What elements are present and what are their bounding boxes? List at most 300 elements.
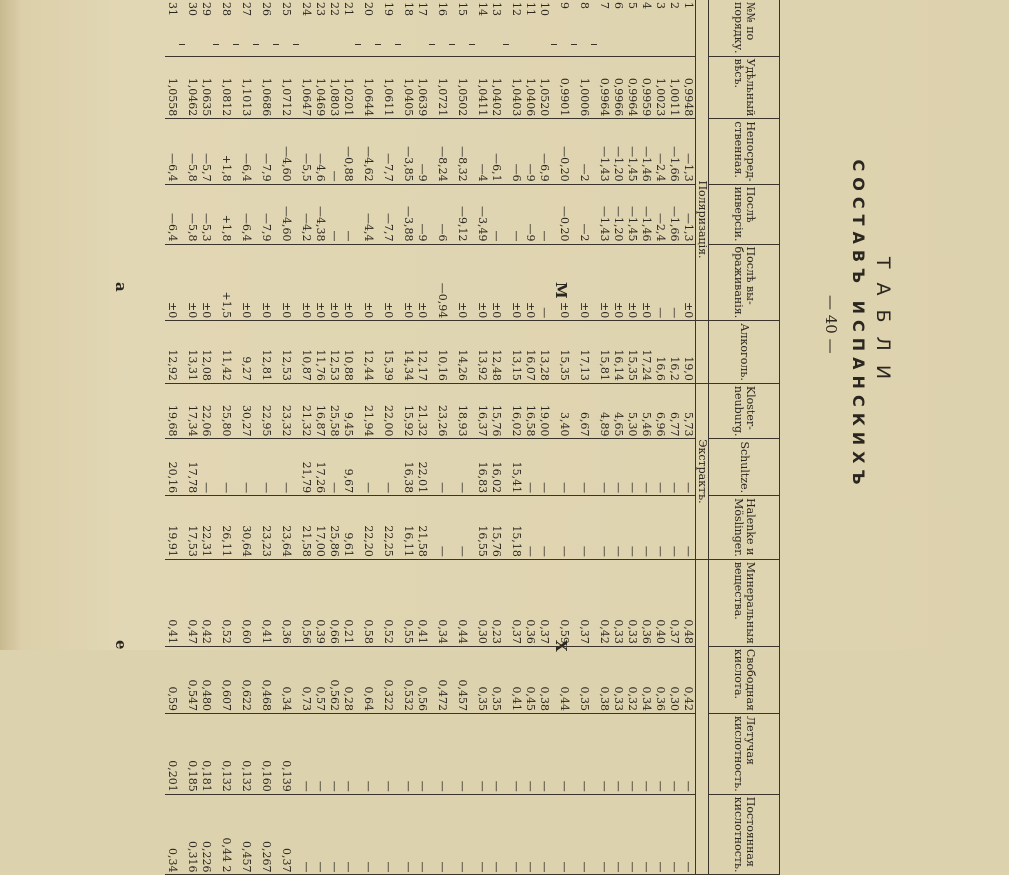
cell-min: 0,44 xyxy=(456,559,470,646)
cell-sc: 9,67 xyxy=(342,439,356,496)
cell-n: 2 xyxy=(668,0,682,56)
cell-n: 22 xyxy=(328,0,342,56)
cell-min: 0,41 xyxy=(260,559,274,646)
cell-va: — xyxy=(510,713,524,794)
cell-pi: —7,7 xyxy=(382,184,396,244)
cell-kl: 22,06 xyxy=(200,383,214,439)
cell-pd: —4,60 xyxy=(280,119,294,184)
cell-n: 1 xyxy=(682,0,696,56)
cell-fa: 0,32 xyxy=(626,646,640,713)
cell-min: 0,36 xyxy=(640,559,654,646)
cell-alc: 12,08 xyxy=(200,321,214,384)
cell-alc: 11,42 xyxy=(220,321,234,384)
cell-sw: 1,0520 xyxy=(538,56,552,119)
cell-sc: 15,41 xyxy=(510,439,524,496)
cell-fa: 0,30 xyxy=(668,646,682,713)
cell-sw: 1,0402 xyxy=(490,56,504,119)
cell-pi: —1,66 xyxy=(668,184,682,244)
table-row xyxy=(612,0,626,875)
header-polarization-group: Поляризація. xyxy=(696,119,709,321)
row-gap xyxy=(430,0,436,875)
cell-va: — xyxy=(558,713,572,794)
row-gap xyxy=(274,0,280,875)
cell-sc: 22,01 xyxy=(416,439,430,496)
cell-va: 0,139 xyxy=(280,713,294,794)
cell-sw: 1,0502 xyxy=(456,56,470,119)
cell-va: 0,160 xyxy=(260,713,274,794)
cell-sc: 20,16 xyxy=(166,439,180,496)
cell-va: — xyxy=(314,713,328,794)
header-extract-group: Экстрактъ. xyxy=(696,383,709,559)
table-row xyxy=(260,0,274,875)
table-row xyxy=(490,0,504,875)
cell-sw: 1,0405 xyxy=(402,56,416,119)
cell-sw: 1,0803 xyxy=(328,56,342,119)
side-letter-4: а xyxy=(112,282,130,292)
cell-sc: 16,38 xyxy=(402,439,416,496)
cell-pd: —4 xyxy=(476,119,490,184)
cell-pd: —2,4 xyxy=(654,119,668,184)
cell-hm: — xyxy=(654,496,668,560)
cell-hm: 17,00 xyxy=(314,496,328,560)
table-row xyxy=(510,0,524,875)
cell-n: 26 xyxy=(260,0,274,56)
cell-kl: 17,34 xyxy=(186,383,200,439)
cell-va: — xyxy=(682,713,696,794)
table-row xyxy=(456,0,470,875)
cell-pi: — xyxy=(510,184,524,244)
cell-fx: — xyxy=(524,794,538,875)
cell-hm: 22,31 xyxy=(200,496,214,560)
cell-fa: 0,56 xyxy=(416,646,430,713)
cell-sc: — xyxy=(654,439,668,496)
cell-min: 0,23 xyxy=(490,559,504,646)
cell-min: 0,41 xyxy=(416,559,430,646)
cell-kl: 3,40 xyxy=(558,383,572,439)
cell-fx: — xyxy=(578,794,592,875)
cell-pd: —1,3 xyxy=(682,119,696,184)
header-volatile-acid: Летучая кислотность. xyxy=(709,713,780,794)
cell-sw: 1,1013 xyxy=(240,56,254,119)
cell-pi: — xyxy=(490,184,504,244)
cell-n: 30 xyxy=(186,0,200,56)
cell-kl: 22,00 xyxy=(382,383,396,439)
row-gap xyxy=(294,0,300,875)
cell-sc: — xyxy=(626,439,640,496)
cell-pf: — xyxy=(538,244,552,321)
cell-pi: —6,4 xyxy=(240,184,254,244)
cell-sc: — xyxy=(220,439,234,496)
cell-va: — xyxy=(342,713,356,794)
cell-fx: — xyxy=(626,794,640,875)
header-pol-fermentation: Послѣ вы-браживанія. xyxy=(709,244,780,321)
cell-min: 0,41 xyxy=(166,559,180,646)
table-row xyxy=(682,0,696,875)
cell-alc: 15,39 xyxy=(382,321,396,384)
header-ext-schultze: Schultze. xyxy=(709,439,780,496)
cell-alc: 10,16 xyxy=(436,321,450,384)
header-pol-inversion: Послѣ инверсіи. xyxy=(709,184,780,244)
cell-fa: 0,480 xyxy=(200,646,214,713)
header-free-acid: Свободная кислота. xyxy=(709,646,780,713)
table-row xyxy=(416,0,430,875)
cell-fa: 0,33 xyxy=(612,646,626,713)
table-row xyxy=(626,0,640,875)
cell-pd: —1,20 xyxy=(612,119,626,184)
cell-fa: 0,73 xyxy=(300,646,314,713)
cell-pf: ±0 xyxy=(186,244,200,321)
cell-va: — xyxy=(640,713,654,794)
table-row xyxy=(382,0,396,875)
cell-min: 0,37 xyxy=(578,559,592,646)
cell-n: 27 xyxy=(240,0,254,56)
cell-alc: 15,81 xyxy=(598,321,612,384)
cell-pf: ±0 xyxy=(200,244,214,321)
cell-fa: 0,35 xyxy=(490,646,504,713)
cell-fa: 0,45 xyxy=(524,646,538,713)
cell-fa: 0,59 xyxy=(166,646,180,713)
cell-fa: 0,532 xyxy=(402,646,416,713)
cell-min: 0,37 xyxy=(510,559,524,646)
cell-alc: 12,92 xyxy=(166,321,180,384)
cell-va: — xyxy=(626,713,640,794)
table-row xyxy=(640,0,654,875)
cell-hm: — xyxy=(524,496,538,560)
cell-fa: 0,468 xyxy=(260,646,274,713)
table-row xyxy=(668,0,682,875)
cell-n: 4 xyxy=(640,0,654,56)
cell-sc: 21,79 xyxy=(300,439,314,496)
cell-kl: 6,96 xyxy=(654,383,668,439)
cell-pf: ±0 xyxy=(682,244,696,321)
header-ext-kloster: Kloster-neuburg. xyxy=(709,383,780,439)
cell-alc: 13,15 xyxy=(510,321,524,384)
cell-fx: 0,267 xyxy=(260,794,274,875)
cell-pd: +1,8 xyxy=(220,119,234,184)
cell-pi: —1,3 xyxy=(682,184,696,244)
cell-pi: —4,38 xyxy=(314,184,328,244)
cell-fx: — xyxy=(640,794,654,875)
header-pol-direct: Непосред-ственная. xyxy=(709,119,780,184)
cell-pf: — xyxy=(654,244,668,321)
table-row xyxy=(328,0,342,875)
cell-hm: 30,64 xyxy=(240,496,254,560)
cell-alc: 17,13 xyxy=(578,321,592,384)
cell-sc: — xyxy=(328,439,342,496)
cell-kl: 16,02 xyxy=(510,383,524,439)
cell-pd: —7,7 xyxy=(382,119,396,184)
cell-fx: — xyxy=(342,794,356,875)
cell-n: 17 xyxy=(416,0,430,56)
cell-pf: ±0 xyxy=(598,244,612,321)
cell-sc: — xyxy=(436,439,450,496)
cell-min: 0,42 xyxy=(598,559,612,646)
cell-fa: 0,35 xyxy=(578,646,592,713)
cell-pf: — xyxy=(668,244,682,321)
cell-sc: — xyxy=(668,439,682,496)
cell-alc: 12,53 xyxy=(328,321,342,384)
row-gap xyxy=(396,0,402,875)
cell-kl: 5,73 xyxy=(682,383,696,439)
cell-n: 13 xyxy=(490,0,504,56)
cell-va: — xyxy=(362,713,376,794)
cell-pf: ±0 xyxy=(640,244,654,321)
cell-fa: 0,607 xyxy=(220,646,234,713)
row-gap xyxy=(356,0,362,875)
cell-va: 0,201 xyxy=(166,713,180,794)
cell-n: 5 xyxy=(626,0,640,56)
cell-alc: 10,87 xyxy=(300,321,314,384)
table-title-line2: СОСТАВЪ ИСПАНСКИХЪ xyxy=(849,159,868,491)
cell-fx: 0,44 2 xyxy=(220,794,234,875)
cell-hm: 15,76 xyxy=(490,496,504,560)
cell-pd: —6 xyxy=(510,119,524,184)
cell-alc: 12,17 xyxy=(416,321,430,384)
cell-pi: —3,49 xyxy=(476,184,490,244)
cell-pi: —5,8 xyxy=(186,184,200,244)
cell-kl: 16,58 xyxy=(524,383,538,439)
cell-kl: 21,94 xyxy=(362,383,376,439)
cell-kl: 22,95 xyxy=(260,383,274,439)
cell-pi: —2 xyxy=(578,184,592,244)
cell-pd: —8,32 xyxy=(456,119,470,184)
cell-hm: 19,91 xyxy=(166,496,180,560)
cell-n: 18 xyxy=(402,0,416,56)
row-gap xyxy=(572,0,578,875)
cell-hm: 17,53 xyxy=(186,496,200,560)
cell-fx: — xyxy=(328,794,342,875)
row-gap xyxy=(254,0,260,875)
cell-pi: —0,20 xyxy=(558,184,572,244)
cell-n: 8 xyxy=(578,0,592,56)
side-letter-3: М xyxy=(552,282,570,299)
cell-va: — xyxy=(476,713,490,794)
cell-min: 0,36 xyxy=(280,559,294,646)
cell-kl: 5,30 xyxy=(626,383,640,439)
cell-sc: — xyxy=(640,439,654,496)
table-row xyxy=(362,0,376,875)
cell-sw: 1,0469 xyxy=(314,56,328,119)
cell-pd: —1,46 xyxy=(640,119,654,184)
cell-sc: — xyxy=(558,439,572,496)
cell-hm: 16,55 xyxy=(476,496,490,560)
side-letter-1: Х xyxy=(552,640,570,652)
row-gap xyxy=(234,0,240,875)
cell-sc: — xyxy=(260,439,274,496)
cell-hm: — xyxy=(538,496,552,560)
cell-fa: 0,64 xyxy=(362,646,376,713)
cell-fx: 0,34 xyxy=(166,794,180,875)
cell-min: 0,52 xyxy=(220,559,234,646)
cell-sw: 0,9964 xyxy=(626,56,640,119)
cell-n: 10 xyxy=(538,0,552,56)
cell-pi: —4,2 xyxy=(300,184,314,244)
table-row xyxy=(166,0,180,875)
cell-sw: 1,0558 xyxy=(166,56,180,119)
cell-alc: 16,2 xyxy=(668,321,682,384)
cell-hm: — xyxy=(456,496,470,560)
cell-pi: —4,4 xyxy=(362,184,376,244)
cell-n: 16 xyxy=(436,0,450,56)
cell-pf: ±0 xyxy=(240,244,254,321)
cell-fx: — xyxy=(654,794,668,875)
cell-fx: — xyxy=(682,794,696,875)
cell-fx: 0,226 xyxy=(200,794,214,875)
cell-fx: — xyxy=(362,794,376,875)
cell-n: 11 xyxy=(524,0,538,56)
cell-sc: — xyxy=(382,439,396,496)
cell-pd: —5,8 xyxy=(186,119,200,184)
row-gap xyxy=(214,0,220,875)
cell-fx: — xyxy=(456,794,470,875)
cell-sw: 0,9948 xyxy=(682,56,696,119)
cell-n: 24 xyxy=(300,0,314,56)
cell-sw: 1,0023 xyxy=(654,56,668,119)
cell-va: — xyxy=(328,713,342,794)
cell-kl: 15,76 xyxy=(490,383,504,439)
cell-sw: 1,0812 xyxy=(220,56,234,119)
cell-pi: —7,9 xyxy=(260,184,274,244)
cell-sc: — xyxy=(578,439,592,496)
cell-alc: 12,44 xyxy=(362,321,376,384)
cell-alc: 14,34 xyxy=(402,321,416,384)
cell-pd: —4,62 xyxy=(362,119,376,184)
table-row xyxy=(200,0,214,875)
cell-sc: — xyxy=(682,439,696,496)
cell-fx: — xyxy=(300,794,314,875)
cell-pd: —9 xyxy=(416,119,430,184)
cell-min: 0,58 xyxy=(362,559,376,646)
header-specific-weight: Удѣльный вѣсъ. xyxy=(709,56,780,119)
cell-hm: 9,61 xyxy=(342,496,356,560)
row-gap xyxy=(470,0,476,875)
cell-hm: 26,11 xyxy=(220,496,234,560)
cell-min: 0,21 xyxy=(342,559,356,646)
cell-pi: —9 xyxy=(416,184,430,244)
row-gap xyxy=(504,0,510,875)
cell-alc: 13,28 xyxy=(538,321,552,384)
cell-fx: 0,316 xyxy=(186,794,200,875)
cell-pd: —1,43 xyxy=(598,119,612,184)
cell-fx: — xyxy=(382,794,396,875)
cell-n: 14 xyxy=(476,0,490,56)
cell-alc: 9,27 xyxy=(240,321,254,384)
cell-kl: 16,37 xyxy=(476,383,490,439)
cell-sc: 17,78 xyxy=(186,439,200,496)
cell-kl: 15,92 xyxy=(402,383,416,439)
cell-pf: ±0 xyxy=(314,244,328,321)
cell-pi: —1,45 xyxy=(626,184,640,244)
table-row xyxy=(654,0,668,875)
cell-min: 0,55 xyxy=(402,559,416,646)
cell-kl: 19,68 xyxy=(166,383,180,439)
cell-va: — xyxy=(654,713,668,794)
cell-pf: ±0 xyxy=(456,244,470,321)
cell-fa: 0,457 xyxy=(456,646,470,713)
cell-pi: —1,46 xyxy=(640,184,654,244)
cell-sw: 1,0411 xyxy=(476,56,490,119)
cell-fa: 0,547 xyxy=(186,646,200,713)
cell-n: 23 xyxy=(314,0,328,56)
cell-va: 0,132 xyxy=(240,713,254,794)
table-row xyxy=(280,0,294,875)
cell-pd: —0,20 xyxy=(558,119,572,184)
cell-fx: — xyxy=(538,794,552,875)
cell-alc: 15,35 xyxy=(626,321,640,384)
cell-pd: —6,9 xyxy=(538,119,552,184)
cell-kl: 23,26 xyxy=(436,383,450,439)
table-row xyxy=(598,0,612,875)
row-gap xyxy=(552,0,558,875)
cell-va: — xyxy=(524,713,538,794)
cell-hm: — xyxy=(578,496,592,560)
cell-va: — xyxy=(300,713,314,794)
cell-n: 20 xyxy=(362,0,376,56)
cell-min: 0,40 xyxy=(654,559,668,646)
cell-pi: —6 xyxy=(436,184,450,244)
cell-alc: 12,53 xyxy=(280,321,294,384)
cell-kl: 23,32 xyxy=(280,383,294,439)
cell-sw: 1,0462 xyxy=(186,56,200,119)
cell-sw: 1,0635 xyxy=(200,56,214,119)
cell-sw: 0,9901 xyxy=(558,56,572,119)
cell-pf: ±0 xyxy=(300,244,314,321)
cell-alc: 17,24 xyxy=(640,321,654,384)
cell-n: 28 xyxy=(220,0,234,56)
cell-fa: 0,622 xyxy=(240,646,254,713)
cell-pf: ±0 xyxy=(510,244,524,321)
cell-sc: — xyxy=(524,439,538,496)
cell-min: 0,37 xyxy=(668,559,682,646)
cell-n: 19 xyxy=(382,0,396,56)
cell-pd: —5,5 xyxy=(300,119,314,184)
cell-va: — xyxy=(382,713,396,794)
cell-alc: 12,48 xyxy=(490,321,504,384)
cell-kl: 25,58 xyxy=(328,383,342,439)
cell-hm: 21,58 xyxy=(300,496,314,560)
cell-min: 0,36 xyxy=(524,559,538,646)
cell-pf: ±0 xyxy=(490,244,504,321)
table-title-line1: ТАБЛИ xyxy=(872,256,894,394)
cell-pd: —3,85 xyxy=(402,119,416,184)
header-alcohol: Алкоголь. xyxy=(709,321,780,384)
cell-sc: — xyxy=(598,439,612,496)
cell-kl: 4,89 xyxy=(598,383,612,439)
cell-va: — xyxy=(402,713,416,794)
cell-va: — xyxy=(612,713,626,794)
cell-fx: 0,457 xyxy=(240,794,254,875)
cell-pi: —5,3 xyxy=(200,184,214,244)
row-gap xyxy=(450,0,456,875)
cell-pd: —5,7 xyxy=(200,119,214,184)
table-body xyxy=(166,0,696,875)
cell-kl: 30,27 xyxy=(240,383,254,439)
cell-hm: 22,20 xyxy=(362,496,376,560)
cell-hm: — xyxy=(640,496,654,560)
cell-pd: —1,66 xyxy=(668,119,682,184)
cell-fx: — xyxy=(416,794,430,875)
cell-fa: 0,28 xyxy=(342,646,356,713)
cell-fa: 0,57 xyxy=(314,646,328,713)
cell-min: 0,47 xyxy=(186,559,200,646)
cell-va: — xyxy=(490,713,504,794)
cell-hm: 25,86 xyxy=(328,496,342,560)
table-row xyxy=(558,0,572,875)
cell-sc: — xyxy=(200,439,214,496)
cell-alc: 14,26 xyxy=(456,321,470,384)
cell-sw: 1,0006 xyxy=(578,56,592,119)
cell-pd: —2 xyxy=(578,119,592,184)
